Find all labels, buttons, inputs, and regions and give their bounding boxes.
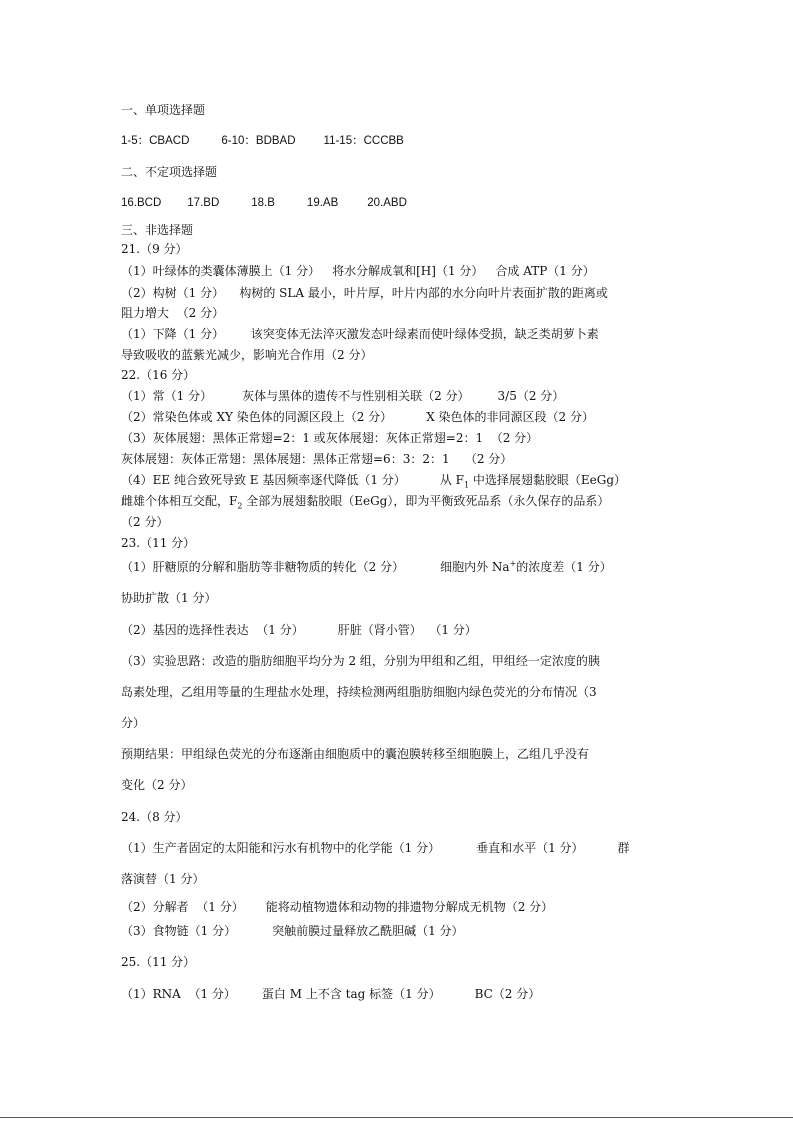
q24-line: （2）分解者 （1 分） 能将动植物遗体和动物的排遗物分解成无机物（2 分） xyxy=(121,900,554,914)
q21-line: 导致吸收的蓝紫光减少，影响光合作用（2 分） xyxy=(121,348,373,362)
answers-multi-choice xyxy=(121,196,407,211)
answer-1-5: 1-5：CBACD xyxy=(121,135,190,147)
answer-20: 20.ABD xyxy=(367,197,407,209)
q24-line: （3）食物链（1 分） 突触前膜过量释放乙酰胆碱（1 分） xyxy=(121,924,464,938)
q24-heading: 24.（8 分） xyxy=(121,810,188,824)
answer-19: 19.AB xyxy=(306,197,339,209)
q21-line: （1）下降（1 分） 该突变体无法淬灭激发态叶绿素而使叶绿体受损，缺乏类胡萝卜素 xyxy=(121,327,599,341)
q23-line: （3）实验思路：改造的脂肪细胞平均分为 2 组，分别为甲组和乙组，甲组经一定浓度的胰 xyxy=(121,654,600,668)
q22-line: （1）常（1 分） 灰体与黑体的遗传不与性别相关联（2 分） 3/5（2 分） xyxy=(121,389,565,403)
q22-line: （2 分） xyxy=(121,515,169,529)
q23-line: 岛素处理，乙组用等量的生理盐水处理，持续检测两组脂肪细胞内绿色荧光的分布情况（3 xyxy=(121,685,597,699)
q23-line: 预期结果：甲组绿色荧光的分布逐渐由细胞质中的囊泡膜转移至细胞膜上，乙组几乎没有 xyxy=(121,747,590,761)
answer-18: 18.B xyxy=(251,197,275,209)
q22-line: （3）灰体展翅：黑体正常翅=2：1 或灰体展翅：灰体正常翅=2：1 （2 分） xyxy=(121,431,539,445)
section-title-single-choice: 一、单项选择题 xyxy=(121,103,206,117)
q23-line: （2）基因的选择性表达 （1 分） 肝脏（肾小管） （1 分） xyxy=(121,623,477,637)
answer-6-10: 6-10：BDBAD xyxy=(221,135,296,147)
q22-line: 灰体展翅：灰体正常翅：黑体展翅：黑体正常翅=6：3：2：1 （2 分） xyxy=(121,452,513,466)
q23-line: 变化（2 分） xyxy=(121,778,193,792)
q22-line: 雌雄个体相互交配，$F_2$ 全部为展翅黏胶眼（EeGg），即为平衡致死品系（永久保存的品系） xyxy=(121,494,610,511)
q24-line: 落演替（1 分） xyxy=(121,872,205,886)
q21-line: （1）叶绿体的类囊体薄膜上（1 分） 将水分解成氧和[H]（1 分） 合成 ATP（1 分） xyxy=(121,264,595,278)
q22-heading: 22.（16 分） xyxy=(121,368,196,382)
q25-line: （1）RNA （1 分） 蛋白 M 上不含 tag 标签（1 分） BC（2 分） xyxy=(121,987,541,1001)
q23-line: 分） xyxy=(121,716,146,730)
answer-16: 16.BCD xyxy=(121,197,162,209)
q23-heading: 23.（11 分） xyxy=(121,536,196,550)
q21-heading: 21.（9 分） xyxy=(121,242,188,256)
q21-line: （2）构树（1 分） 构树的 SLA 最小，叶片厚，叶片内部的水分向叶片表面扩散的距离或 xyxy=(121,286,608,300)
q24-line: （1）生产者固定的太阳能和污水有机物中的化学能（1 分） 垂直和水平（1 分） 群 xyxy=(121,841,630,855)
q22-line: （2）常染色体或 XY 染色体的同源区段上（2 分） X 染色体的非同源区段（2 分） xyxy=(121,410,594,424)
q22-line: （4）EE 纯合致死导致 E 基因频率逐代降低（1 分） 从 $F_1$ 中选择展翅黏胶眼（EeGg） xyxy=(121,473,627,490)
q21-line: 阻力增大 （2 分） xyxy=(121,306,225,320)
answers-single-choice xyxy=(121,134,404,149)
page-bottom-divider xyxy=(0,1117,793,1118)
q23-line: （1）肝糖原的分解和脂肪等非糖物质的转化（2 分） 细胞内外 Na+的浓度差（1 分） xyxy=(121,559,612,574)
section-title-multi-choice: 二、不定项选择题 xyxy=(121,165,218,179)
answer-17: 17.BD xyxy=(187,197,220,209)
section-title-non-choice: 三、非选择题 xyxy=(121,223,194,237)
q23-line: 协助扩散（1 分） xyxy=(121,591,217,605)
q25-heading: 25.（11 分） xyxy=(121,955,196,969)
answer-11-15: 11-15：CCCBB xyxy=(323,135,404,147)
